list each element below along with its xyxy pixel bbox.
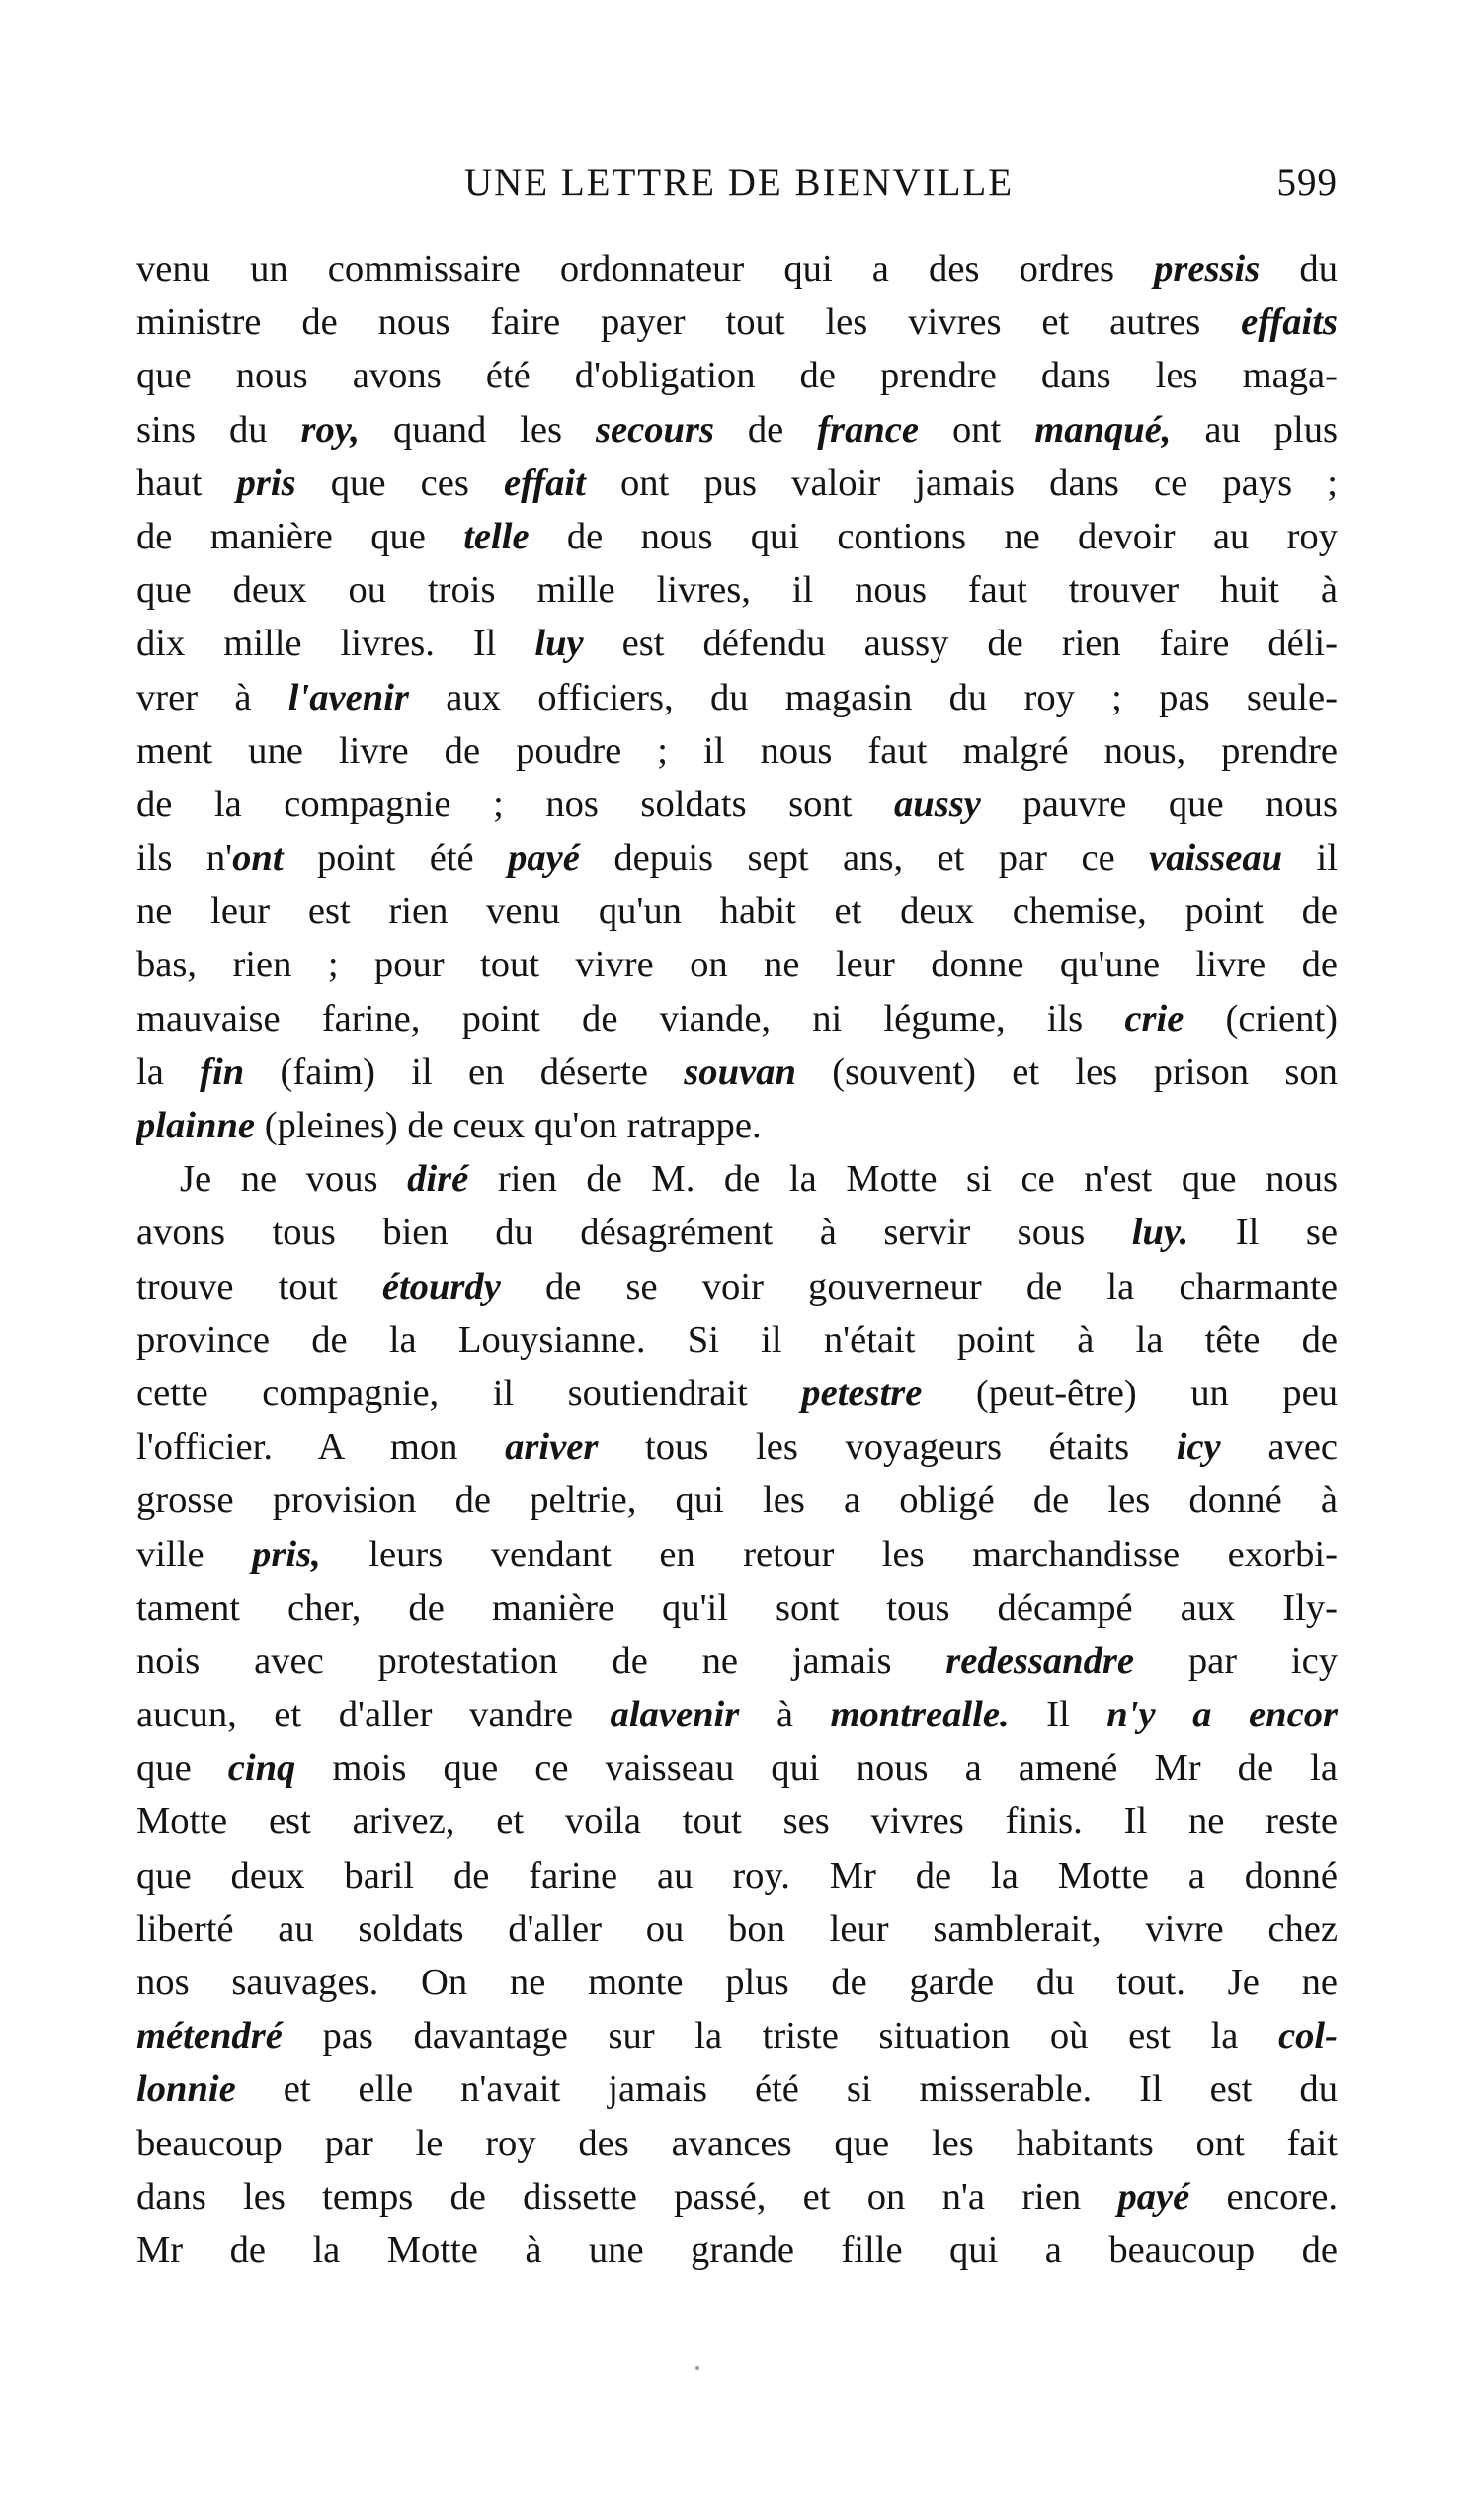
italic-word: payé [508,837,580,880]
italic-word: ont [232,837,284,880]
italic-word: pris [236,462,296,504]
text-line: bas, rien ; pour tout vivre on ne leur donne qu'une livre de [136,944,1338,986]
italic-word: métendré [136,2015,283,2058]
text-line: métendré pas davantage sur la triste situation où est la col- [136,2015,1338,2058]
text-line: de manière que telle de nous qui contions ne devoir au roy [136,515,1338,557]
text-line: que deux ou trois mille livres, il nous faut trouver huit à [136,569,1338,612]
italic-word: diré [407,1158,469,1201]
page-number: 599 [1276,161,1338,204]
print-speck [695,2366,699,2370]
text-line: ils n'ont point été payé depuis sept ans, et par ce vaisseau il [136,837,1338,880]
text-line: ville pris, leurs vendant en retour les marchandisse exorbi- [136,1533,1338,1575]
italic-word: pressis [1154,248,1261,290]
text-line: ment une livre de poudre ; il nous faut malgré nous, prendre [136,729,1338,772]
text-line: mauvaise farine, point de viande, ni légume, ils crie (crient) [136,997,1338,1040]
text-line: lonnie et elle n'avait jamais été si misserable. Il est du [136,2068,1338,2111]
text-line: que deux baril de farine au roy. Mr de la Motte a donné [136,1854,1338,1896]
text-line: nois avec protestation de ne jamais redessandre par icy [136,1639,1338,1682]
italic-word: secours [595,408,714,451]
text-line: Mr de la Motte à une grande fille qui a beaucoup de [136,2228,1338,2271]
text-line: Motte est arivez, et voila tout ses vivres finis. Il ne reste [136,1801,1338,1843]
text-line: tament cher, de manière qu'il sont tous décampé aux Ily- [136,1586,1338,1629]
text-line: dix mille livres. Il luy est défendu aussy de rien faire déli- [136,623,1338,665]
italic-word: redessandre [945,1639,1135,1682]
italic-word: luy [534,623,584,665]
text-line: grosse provision de peltrie, qui les a obligé de les donné à [136,1479,1338,1522]
italic-word: pris, [252,1533,321,1575]
italic-word: l'avenir [287,676,409,718]
italic-word: payé [1117,2175,1190,2218]
italic-word: col- [1278,2015,1338,2058]
text-line: venu un commissaire ordonnateur qui a des ordres pressis du [136,248,1338,290]
text-line: l'officier. A mon ariver tous les voyageurs étaits icy avec [136,1426,1338,1469]
text-line: cette compagnie, il soutiendrait petestre (peut-être) un peu [136,1372,1338,1414]
italic-word: crie [1124,997,1184,1040]
italic-word: roy, [300,408,361,451]
italic-word: aussy [893,783,981,825]
page-header [136,160,1342,210]
text-line: trouve tout étourdy de se voir gouverneur de la charmante [136,1265,1338,1307]
text-line: avons tous bien du désagrément à servir sous luy. Il se [136,1212,1338,1254]
italic-word: france [817,408,920,451]
text-line: vrer à l'avenir aux officiers, du magasin du roy ; pas seule- [136,676,1338,718]
text-line: province de la Louysianne. Si il n'était point à la tête de [136,1318,1338,1361]
text-line: aucun, et d'aller vandre alavenir à montrealle. Il n'y a encor [136,1694,1338,1736]
italic-word: alavenir [610,1694,740,1736]
italic-word: luy. [1131,1212,1189,1254]
italic-word: souvan [684,1050,796,1093]
italic-word: cinq [227,1747,296,1790]
italic-word: n'y a encor [1106,1694,1338,1736]
text-line: que nous avons été d'obligation de prendre dans les maga- [136,355,1338,397]
italic-word: vaisseau [1149,837,1283,880]
italic-word: étourdy [381,1265,501,1307]
text-line: Je ne vous diré rien de M. de la Motte si ce n'est que nous [180,1158,1338,1201]
text-line: que cinq mois que ce vaisseau qui nous a amené Mr de la [136,1747,1338,1790]
italic-word: icy [1176,1426,1221,1469]
running-title: UNE LETTRE DE BIENVILLE [463,161,1015,204]
italic-word: fin [200,1050,245,1093]
text-line: beaucoup par le roy des avances que les habitants ont fait [136,2122,1338,2164]
italic-word: montrealle. [830,1694,1010,1736]
text-line: haut pris que ces effait ont pus valoir jamais dans ce pays ; [136,462,1338,504]
text-line: la fin (faim) il en déserte souvan (souvent) et les prison son [136,1050,1338,1093]
body-text [136,242,1338,2277]
italic-word: telle [463,515,530,557]
text-line: ne leur est rien venu qu'un habit et deux chemise, point de [136,890,1338,933]
text-line: dans les temps de dissette passé, et on n'a rien payé encore. [136,2175,1338,2218]
text-line: plainne (pleines) de ceux qu'on ratrappe. [136,1105,762,1146]
text-line: de la compagnie ; nos soldats sont aussy pauvre que nous [136,783,1338,825]
italic-word: petestre [801,1372,923,1414]
italic-word: manqué, [1034,408,1172,451]
italic-word: ariver [505,1426,599,1469]
text-line: liberté au soldats d'aller ou bon leur samblerait, vivre chez [136,1907,1338,1950]
italic-word: effait [504,462,586,504]
text-line: sins du roy, quand les secours de france ont manqué, au plus [136,408,1338,451]
text-line: ministre de nous faire payer tout les vivres et autres effaits [136,301,1338,344]
italic-word: effaits [1241,301,1338,344]
italic-word: plainne [136,1105,256,1146]
text-line: nos sauvages. On ne monte plus de garde du tout. Je ne [136,1962,1338,2003]
italic-word: lonnie [136,2068,236,2111]
